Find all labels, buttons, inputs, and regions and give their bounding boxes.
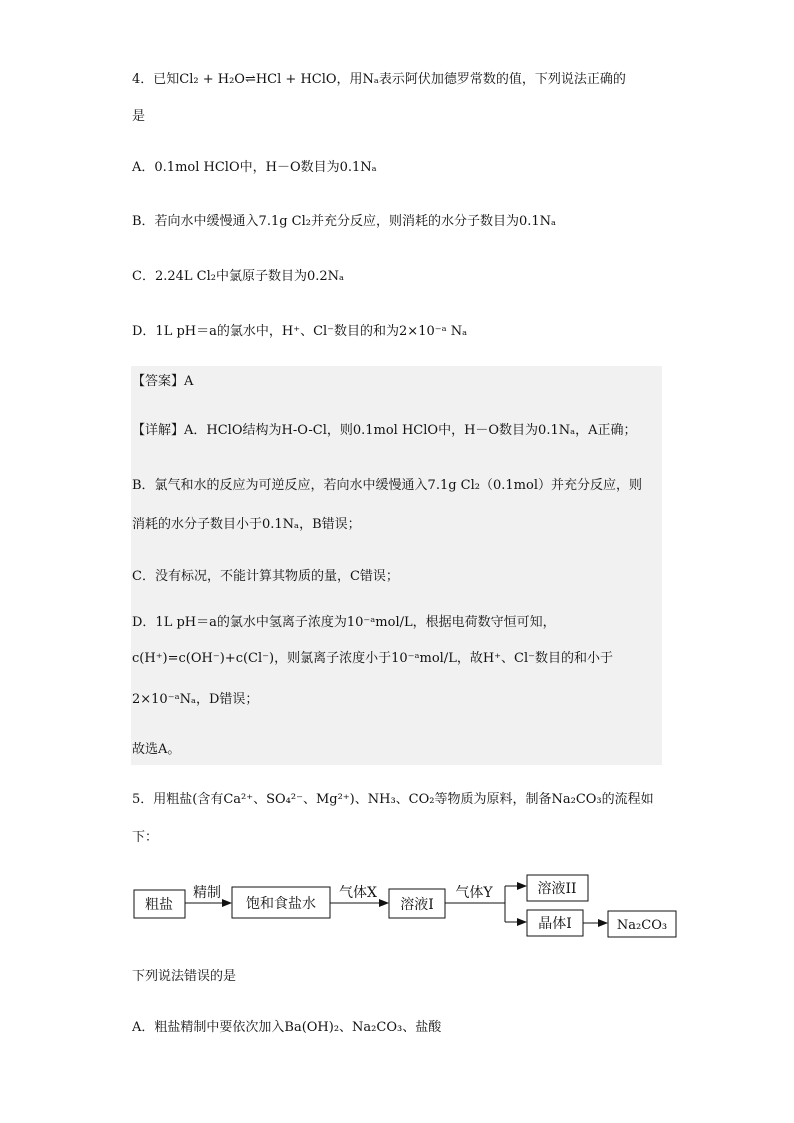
q5-option-a: A．粗盐精制中要依次加入Ba(OH)₂、Na₂CO₃、盐酸 bbox=[132, 1020, 442, 1035]
label-solution-2: 溶液II bbox=[537, 881, 577, 897]
q4-option-a: A．0.1mol HClO中，H－O数目为0.1Nₐ bbox=[132, 160, 377, 175]
q4-stem-line1: 4．已知Cl₂ + H₂O⇌HCl + HClO，用Nₐ表示阿伏加德罗常数的值，下列说法正确的 bbox=[132, 72, 626, 87]
detail-line-2: B．氯气和水的反应为可逆反应，若向水中缓慢通入7.1g Cl₂（0.1mol）并充分反应，则 bbox=[132, 478, 642, 493]
q4-option-b: B．若向水中缓慢通入7.1g Cl₂并充分反应，则消耗的水分子数目为0.1Nₐ bbox=[132, 214, 557, 229]
label-gas-x: 气体X bbox=[339, 885, 377, 901]
q5-stem-line1: 5．用粗盐(含有Ca²⁺、SO₄²⁻、Mg²⁺)、NH₃、CO₂等物质为原料，制备Na₂CO₃的流程如 bbox=[132, 792, 654, 807]
detail-line-1: 【详解】A．HClO结构为H-O-Cl，则0.1mol HClO中，H－O数目为0.1Nₐ，A正确； bbox=[132, 423, 637, 438]
q5-stem-line2: 下： bbox=[132, 830, 159, 845]
detail-line-8: 故选A。 bbox=[132, 742, 181, 757]
detail-line-7: 2×10⁻ᵃNₐ，D错误； bbox=[132, 692, 259, 707]
detail-line-6: c(H⁺)=c(OH⁻)+c(Cl⁻)，则氯离子浓度小于10⁻ᵃmol/L，故H⁺、Cl⁻数目的和小于 bbox=[132, 651, 613, 666]
label-solution-1: 溶液I bbox=[400, 897, 434, 913]
detail-line-3: 消耗的水分子数目小于0.1Nₐ，B错误； bbox=[132, 517, 361, 532]
label-crystal-1: 晶体I bbox=[538, 916, 572, 932]
q5-prompt: 下列说法错误的是 bbox=[132, 969, 237, 984]
answer-line: 【答案】A bbox=[132, 374, 194, 389]
q4-option-d: D．1L pH＝a的氯水中，H⁺、Cl⁻数目的和为2×10⁻ᵃ Nₐ bbox=[132, 324, 468, 339]
detail-line-4: C．没有标况，不能计算其物质的量，C错误； bbox=[132, 569, 399, 584]
label-gas-y: 气体Y bbox=[455, 885, 493, 901]
q4-option-c: C．2.24L Cl₂中氯原子数目为0.2Nₐ bbox=[132, 269, 345, 284]
detail-line-5: D．1L pH＝a的氯水中氢离子浓度为10⁻ᵃmol/L，根据电荷数守恒可知， bbox=[132, 615, 556, 630]
label-product: Na₂CO₃ bbox=[616, 918, 668, 933]
label-refine: 精制 bbox=[193, 885, 221, 901]
label-crude-salt: 粗盐 bbox=[145, 897, 173, 913]
q4-stem-line2: 是 bbox=[132, 109, 146, 124]
label-saturated-brine: 饱和食盐水 bbox=[246, 896, 316, 912]
